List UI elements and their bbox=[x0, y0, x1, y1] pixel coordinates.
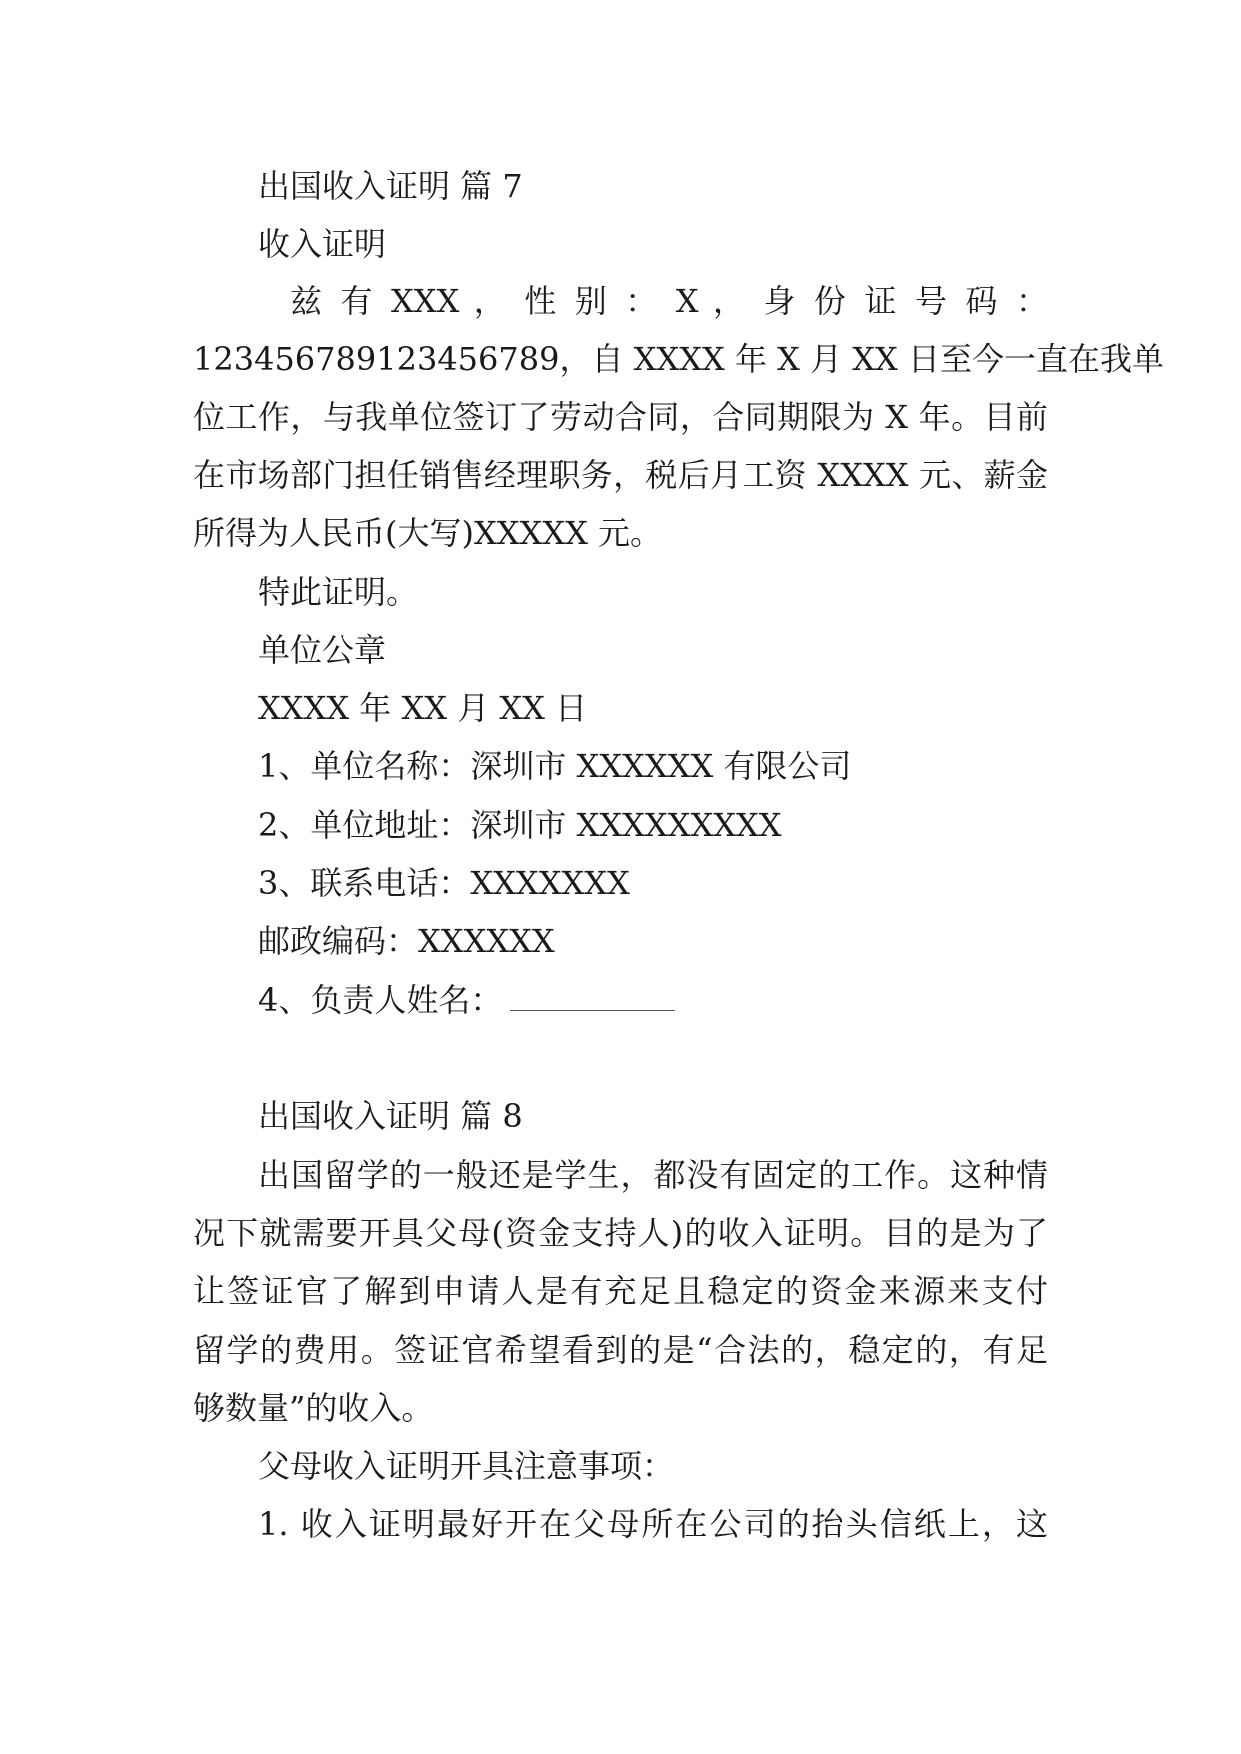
section7-para-line-5: 所得为人民币(大写)XXXXX 元。 bbox=[193, 514, 663, 552]
date-line: XXXX 年 XX 月 XX 日 bbox=[258, 689, 588, 727]
item-phone: 3、联系电话：XXXXXXX bbox=[258, 864, 630, 902]
seal-label: 单位公章 bbox=[258, 631, 387, 669]
section7-title: 收入证明 bbox=[258, 225, 387, 263]
note-item-1: 1. 收入证明最好开在父母所在公司的抬头信纸上，这 bbox=[258, 1505, 1048, 1543]
section8-para-line-4: 留学的费用。签证官希望看到的是“合法的，稳定的，有足 bbox=[193, 1331, 1048, 1369]
item-responsible-person bbox=[258, 980, 675, 1020]
signature-blank-line bbox=[510, 980, 675, 1011]
section8-para-line-5: 够数量”的收入。 bbox=[193, 1389, 434, 1427]
responsible-person-label: 4、负责人姓名： bbox=[258, 981, 503, 1019]
section7-para-line-4: 在市场部门担任销售经理职务，税后月工资 XXXX 元、薪金 bbox=[193, 456, 1048, 494]
section8-para-line-2: 况下就需要开具父母(资金支持人)的收入证明。目的是为了 bbox=[193, 1214, 1048, 1252]
section8-para-line-3: 让签证官了解到申请人是有充足且稳定的资金来源来支付 bbox=[193, 1272, 1048, 1310]
section7-heading: 出国收入证明 篇 7 bbox=[258, 167, 523, 205]
section8-heading: 出国收入证明 篇 8 bbox=[258, 1097, 523, 1135]
section7-para-line-2: 123456789123456789，自 XXXX 年 X 月 XX 日至今一直在我单 bbox=[193, 340, 1164, 378]
section7-para-line-3: 位工作，与我单位签订了劳动合同，合同期限为 X 年。目前 bbox=[193, 398, 1048, 436]
notes-title: 父母收入证明开具注意事项： bbox=[258, 1447, 675, 1485]
section8-para-line-1: 出国留学的一般还是学生，都没有固定的工作。这种情 bbox=[258, 1156, 1048, 1194]
section7-para-line-1: 兹 有 XXX ， 性 别 ： X ， 身 份 证 号 码 ： bbox=[290, 282, 1048, 320]
item-company-name: 1、单位名称：深圳市 XXXXXX 有限公司 bbox=[258, 747, 852, 785]
item-company-address: 2、单位地址：深圳市 XXXXXXXXX bbox=[258, 806, 782, 844]
certify-text: 特此证明。 bbox=[258, 573, 419, 611]
item-postcode: 邮政编码：XXXXXX bbox=[258, 922, 555, 960]
